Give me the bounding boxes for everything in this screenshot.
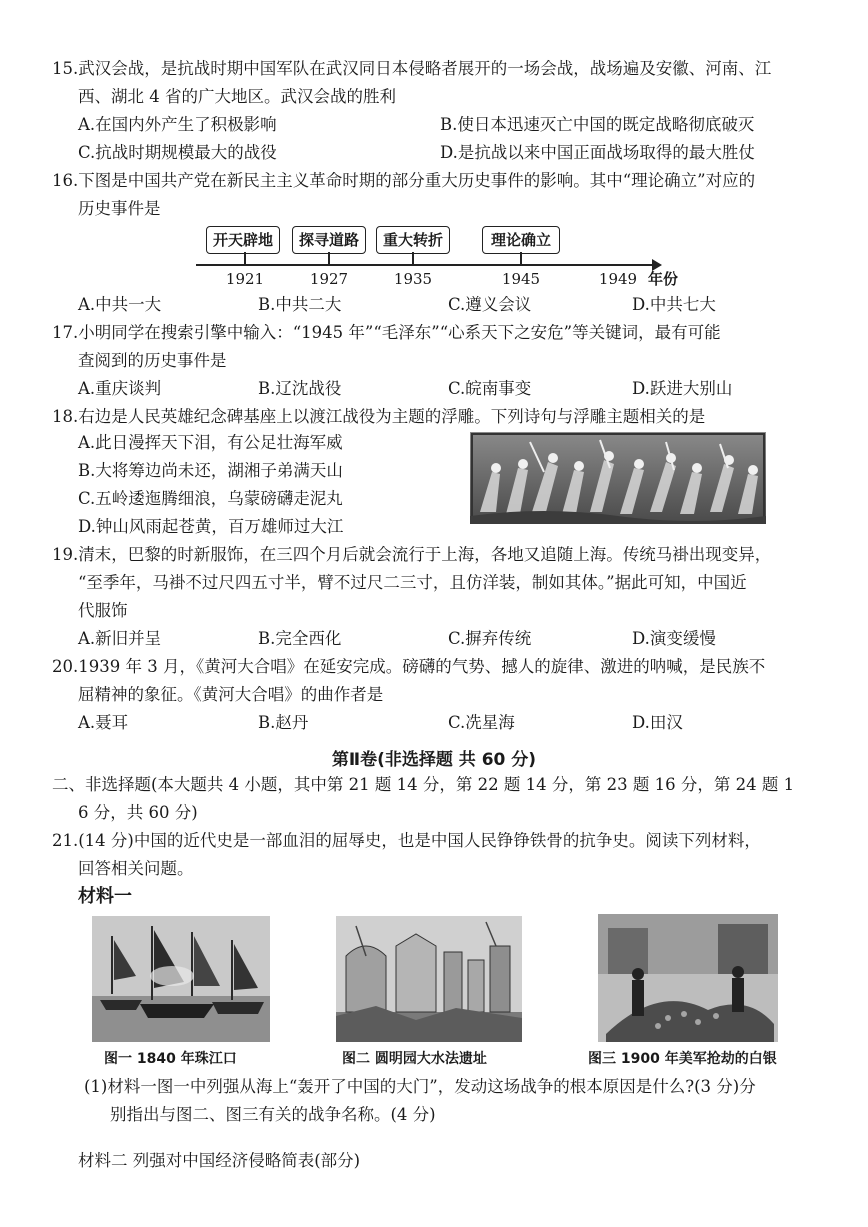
timeline-box: 理论确立 <box>482 226 560 254</box>
timeline-box: 开天辟地 <box>206 226 280 254</box>
q17-option-a: A.重庆谈判 <box>78 379 162 398</box>
q19-option-c: C.摒弃传统 <box>448 629 532 648</box>
q20-option-b: B.赵丹 <box>258 713 309 732</box>
q17-stem-line1: 17.小明同学在搜索引擎中输入：“1945 年”“毛泽东”“心系天下之安危”等关键词，最有可能 <box>52 323 721 342</box>
q18-option-d: D.钟山风雨起苍黄，百万雄师过大江 <box>78 517 344 536</box>
timeline-year: 1935 <box>393 270 433 288</box>
q20-option-c: C.冼星海 <box>448 713 515 732</box>
timeline-axis <box>196 264 656 266</box>
q21-sub1-line1: (1)材料一图一中列强从海上“轰开了中国的大门”，发动这场战争的根本原因是什么?(3 分)分 <box>84 1077 756 1096</box>
timeline-year: 1949 <box>598 270 638 288</box>
part2-title: 第Ⅱ卷(非选择题 共 60 分) <box>331 750 537 770</box>
timeline-year: 1921 <box>225 270 265 288</box>
material1-label: 材料一 <box>78 886 132 907</box>
material2-label: 材料二 列强对中国经济侵略简表(部分) <box>78 1151 361 1170</box>
q16-timeline <box>190 222 710 292</box>
q15-option-c: C.抗战时期规模最大的战役 <box>78 143 277 162</box>
timeline-box: 探寻道路 <box>292 226 366 254</box>
q20-option-a: A.聂耳 <box>78 713 129 732</box>
figure1-caption: 图一 1840 年珠江口 <box>104 1051 237 1067</box>
q15-stem-line1: 15.武汉会战，是抗战时期中国军队在武汉同日本侵略者展开的一场会战，战场遍及安徽、河南、江 <box>52 59 772 78</box>
q20-option-d: D.田汉 <box>632 713 683 732</box>
q19-option-a: A.新旧并呈 <box>78 629 162 648</box>
q18-stem-line1: 18.右边是人民英雄纪念碑基座上以渡江战役为主题的浮雕。下列诗句与浮雕主题相关的是 <box>52 407 706 426</box>
q20-stem-line2: 屈精神的象征。《黄河大合唱》的曲作者是 <box>78 685 384 704</box>
q17-option-d: D.跃进大别山 <box>632 379 733 398</box>
q18-option-c: C.五岭逶迤腾细浪，乌蒙磅礴走泥丸 <box>78 489 343 508</box>
q17-option-c: C.皖南事变 <box>448 379 532 398</box>
q17-stem-line2: 查阅到的历史事件是 <box>78 351 227 370</box>
q21-sub1-line2: 别指出与图二、图三有关的战争名称。(4 分) <box>110 1105 436 1124</box>
timeline-box: 重大转折 <box>376 226 450 254</box>
q15-stem-line2: 西、湖北 4 省的广大地区。武汉会战的胜利 <box>78 87 396 106</box>
timeline-year: 1945 <box>501 270 541 288</box>
q21-stem-line1: 21.(14 分)中国的近代史是一部血泪的屈辱史，也是中国人民铮铮铁骨的抗争史。阅读下列材料， <box>52 831 761 850</box>
q15-option-b: B.使日本迅速灭亡中国的既定战略彻底破灭 <box>440 115 755 134</box>
q16-stem-line2: 历史事件是 <box>78 199 161 218</box>
photo-silver-looting-1900 <box>598 914 778 1042</box>
section2-heading-line2: 6 分，共 60 分) <box>78 803 198 822</box>
q15-option-d: D.是抗战以来中国正面战场取得的最大胜仗 <box>440 143 755 162</box>
q19-stem-line3: 代服饰 <box>78 601 128 620</box>
timeline-unit: 年份 <box>648 270 679 288</box>
figure3-caption: 图三 1900 年美军抢劫的白银 <box>588 1051 777 1067</box>
q19-stem-line1: 19.清末，巴黎的时新服饰，在三四个月后就会流行于上海，各地又追随上海。传统马褂出现变异， <box>52 545 772 564</box>
q20-stem-line1: 20.1939 年 3 月，《黄河大合唱》在延安完成。磅礴的气势、撼人的旋律、激进的呐喊，是民族不 <box>52 657 766 676</box>
q19-option-d: D.演变缓慢 <box>632 629 716 648</box>
q16-option-a: A.中共一大 <box>78 295 162 314</box>
timeline-year: 1927 <box>309 270 349 288</box>
q19-option-b: B.完全西化 <box>258 629 342 648</box>
relief-sculpture-image <box>470 432 766 524</box>
section2-heading-line1: 二、非选择题(本大题共 4 小题，其中第 21 题 14 分，第 22 题 14 分，第 23 题 16 分，第 24 题 1 <box>52 775 795 794</box>
q18-option-b: B.大将筹边尚未还，湖湘子弟满天山 <box>78 461 343 480</box>
q18-option-a: A.此日漫挥天下泪，有公足壮海军威 <box>78 433 343 452</box>
q16-option-d: D.中共七大 <box>632 295 716 314</box>
q17-option-b: B.辽沈战役 <box>258 379 342 398</box>
photo-yuanmingyuan-ruins <box>336 916 522 1042</box>
photo-pearl-river-1840 <box>92 916 270 1042</box>
q16-stem-line1: 16.下图是中国共产党在新民主主义革命时期的部分重大历史事件的影响。其中“理论确立”对应的 <box>52 171 756 190</box>
figure2-caption: 图二 圆明园大水法遗址 <box>342 1051 487 1067</box>
q16-option-c: C.遵义会议 <box>448 295 532 314</box>
q16-option-b: B.中共二大 <box>258 295 342 314</box>
q21-stem-line2: 回答相关问题。 <box>78 859 194 878</box>
q15-option-a: A.在国内外产生了积极影响 <box>78 115 277 134</box>
q19-stem-line2: “至季年，马褂不过尺四五寸半，臂不过尺二三寸，且仿洋装，制如其体。”据此可知，中国近 <box>78 573 747 592</box>
